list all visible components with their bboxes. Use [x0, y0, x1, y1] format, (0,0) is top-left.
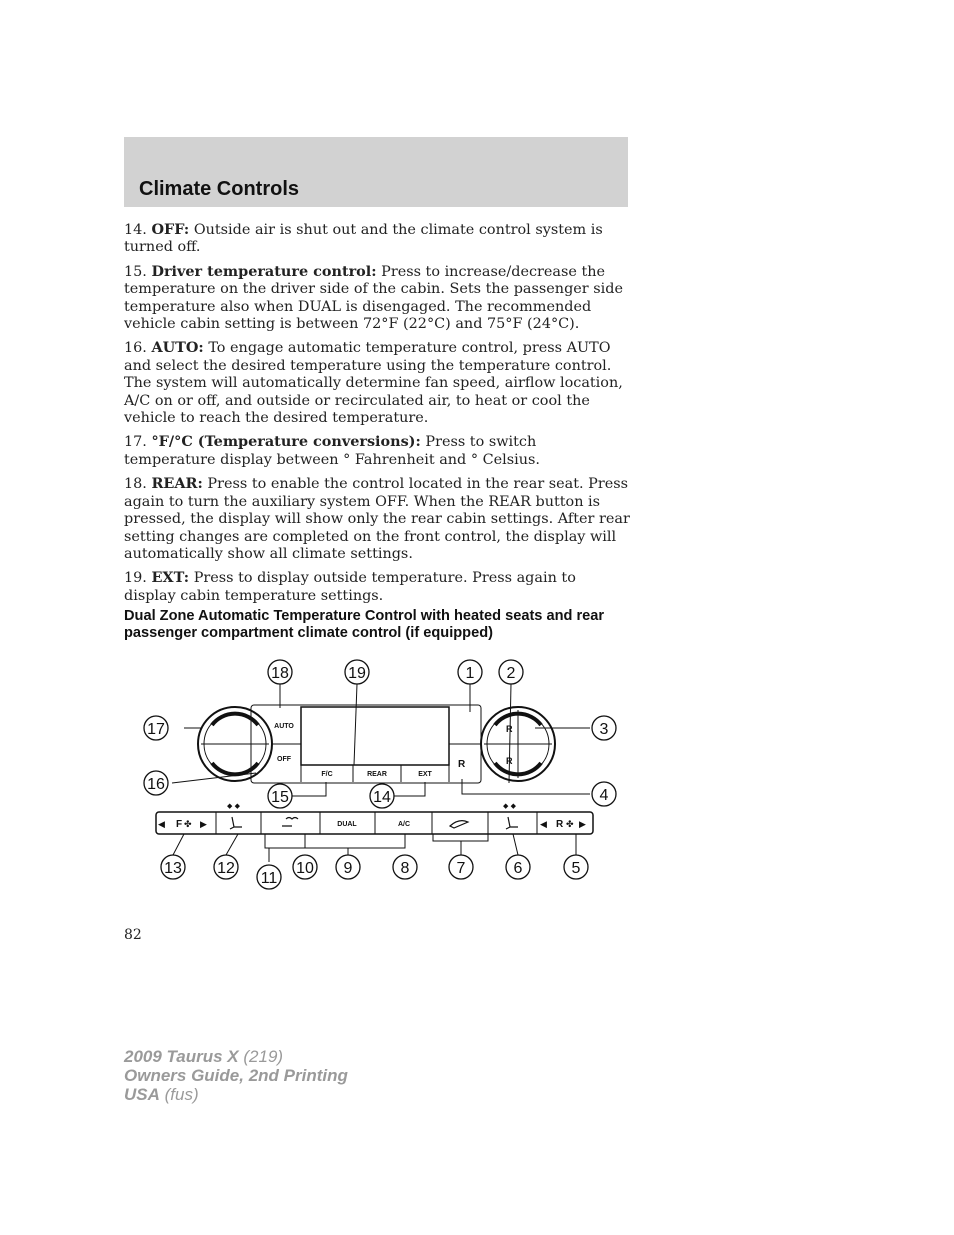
list-item: 17. °F/°C (Temperature conversions): Press to switch temperature display between ° Fahrenheit and ° Celsius.: [124, 433, 540, 468]
display: [301, 707, 449, 765]
defrost-icon: [282, 818, 298, 827]
callout-number: 18: [271, 665, 289, 682]
list-item: 19. EXT: Press to display outside temperature. Press again to display cabin temperature settings.: [124, 569, 576, 604]
body-text: [124, 221, 630, 611]
list-item: 15. Driver temperature control: Press to increase/decrease the temperature on the driver side of the cabin. Sets the passenger side temperature also when DUAL is disengaged. The recommended vehicle cabin setting is between 72°F (22°C) and 75°F (24°C).: [124, 262, 623, 333]
callout-number: 3: [599, 721, 609, 738]
front-fan-icon: ✤: [184, 820, 192, 830]
rear-fan-icon: ✤: [566, 820, 574, 830]
callout-number: 17: [147, 721, 165, 738]
driver-seat-icon: [230, 817, 242, 829]
figure-subheading: Dual Zone Automatic Temperature Control with heated seats and rear passenger compartment climate control (if equipped): [124, 608, 605, 641]
callout-number: 6: [513, 860, 523, 877]
callout-number: 9: [343, 860, 353, 877]
fan-down-icon[interactable]: ◀: [158, 820, 165, 830]
rear-defrost-label: R: [458, 759, 466, 770]
ac-button-label[interactable]: A/C: [397, 821, 411, 828]
callout-number: 1: [465, 665, 475, 682]
callout-number: 8: [400, 860, 410, 877]
seat-heat-indicator-icon: ◆ ◆: [503, 802, 516, 810]
list-item: 18. REAR: Press to enable the control located in the rear seat. Press again to turn the auxiliary system OFF. When the REAR button is pressed, the display will show only the rear cabin settings. After rear setting changes are completed on the front control, the display will automatically show all climate settings.: [124, 475, 630, 562]
section-header-band: [124, 137, 628, 207]
page-number: 82: [124, 927, 142, 943]
rear-knob-lower-label: R: [506, 756, 513, 766]
recirculation-icon: [450, 821, 468, 828]
callout-number: 15: [271, 789, 289, 806]
auto-button-label[interactable]: AUTO: [274, 723, 294, 730]
off-button-label[interactable]: OFF: [277, 756, 291, 763]
rear-knob-upper-label: R: [506, 724, 513, 734]
callout-number: 5: [571, 860, 581, 877]
dual-button-label[interactable]: DUAL: [337, 821, 357, 828]
rear-button-label[interactable]: REAR: [367, 771, 387, 778]
fc-button-label[interactable]: F/C: [321, 771, 333, 778]
rear-fan-down-icon[interactable]: ◀: [540, 820, 547, 830]
callout-number: 2: [506, 665, 516, 682]
callout-number: 7: [456, 860, 466, 877]
climate-control-diagram: [124, 652, 634, 897]
rear-fan-up-icon[interactable]: ▶: [579, 820, 586, 830]
callout-number: 12: [217, 860, 235, 877]
document-footer: 2009 Taurus X (219) Owners Guide, 2nd Printing USA (fus): [124, 1047, 348, 1104]
callout-number: 4: [599, 787, 609, 804]
rear-fan-label: R: [556, 819, 564, 830]
fan-up-icon[interactable]: ▶: [200, 820, 207, 830]
list-item: 14. OFF: Outside air is shut out and the climate control system is turned off.: [124, 221, 603, 256]
callout-number: 11: [260, 870, 278, 887]
callout-number: 19: [348, 665, 366, 682]
ext-button-label[interactable]: EXT: [418, 771, 432, 778]
passenger-seat-icon: [506, 817, 518, 829]
list-item: 16. AUTO: To engage automatic temperature control, press AUTO and select the desired temperature using the temperature control. The system will automatically determine fan speed, airflow location, A/C on or off, and outside or recirculated air, to heat or cool the vehicle to reach the desired temperature.: [124, 339, 623, 427]
section-title: Climate Controls: [139, 178, 300, 200]
callout-number: 13: [164, 860, 182, 877]
callout-number: 16: [147, 776, 165, 793]
callout-number: 14: [373, 789, 391, 806]
front-fan-label: F: [176, 819, 183, 830]
seat-heat-indicator-icon: ◆ ◆: [227, 802, 240, 810]
callout-number: 10: [296, 860, 314, 877]
